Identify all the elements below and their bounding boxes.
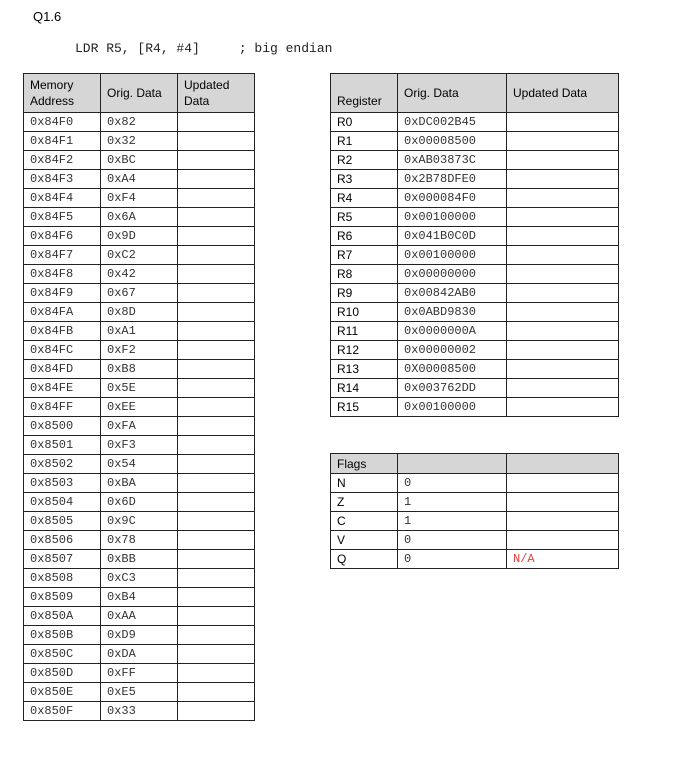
memory-row [24,683,255,702]
flag-row [331,512,619,531]
register-orig-cell: 0x0000000A [398,322,507,341]
register-row [331,132,619,151]
header-flags-blank-1 [398,454,507,474]
register-row [331,303,619,322]
register-name-cell: R4 [331,189,398,208]
question-label: Q1.6 [33,9,62,24]
register-name-cell: R5 [331,208,398,227]
register-row [331,113,619,132]
register-orig-cell: 0x041B0C0D [398,227,507,246]
register-row [331,265,619,284]
memory-updated-cell[interactable] [178,170,255,189]
memory-address-cell: 0x8509 [24,588,101,607]
register-name-cell: R7 [331,246,398,265]
memory-address-cell: 0x84F0 [24,113,101,132]
memory-orig-cell: 0xF3 [101,436,178,455]
memory-row [24,512,255,531]
memory-updated-cell[interactable] [178,398,255,417]
memory-updated-cell[interactable] [178,417,255,436]
memory-updated-cell[interactable] [178,607,255,626]
memory-row [24,132,255,151]
memory-orig-cell: 0xBA [101,474,178,493]
flag-updated-cell[interactable]: N/A [507,550,619,569]
memory-row [24,550,255,569]
memory-updated-cell[interactable] [178,265,255,284]
memory-updated-cell[interactable] [178,664,255,683]
flags-table-body [331,474,619,569]
memory-address-cell: 0x850B [24,626,101,645]
register-updated-cell[interactable] [507,398,619,417]
register-name-cell: R0 [331,113,398,132]
memory-address-cell: 0x850C [24,645,101,664]
memory-orig-cell: 0xBC [101,151,178,170]
memory-orig-cell: 0xE5 [101,683,178,702]
register-updated-cell[interactable] [507,227,619,246]
memory-updated-cell[interactable] [178,246,255,265]
register-updated-cell[interactable] [507,265,619,284]
memory-orig-cell: 0x78 [101,531,178,550]
memory-updated-cell[interactable] [178,322,255,341]
memory-row [24,265,255,284]
memory-updated-cell[interactable] [178,588,255,607]
header-flags: Flags [331,454,398,474]
memory-address-cell: 0x84FC [24,341,101,360]
header-register: Register [331,74,398,113]
register-header-row [331,74,619,113]
memory-row [24,284,255,303]
memory-address-cell: 0x8506 [24,531,101,550]
memory-updated-cell[interactable] [178,455,255,474]
memory-row [24,436,255,455]
memory-updated-cell[interactable] [178,550,255,569]
header-updated-data: Updated Data [178,74,255,113]
memory-orig-cell: 0xEE [101,398,178,417]
register-name-cell: R9 [331,284,398,303]
flag-orig-cell: 0 [398,531,507,550]
memory-address-cell: 0x8504 [24,493,101,512]
memory-updated-cell[interactable] [178,626,255,645]
memory-orig-cell: 0xD9 [101,626,178,645]
memory-updated-cell[interactable] [178,151,255,170]
register-orig-cell: 0x0ABD9830 [398,303,507,322]
memory-updated-cell[interactable] [178,645,255,664]
register-orig-cell: 0x00100000 [398,208,507,227]
memory-address-cell: 0x8501 [24,436,101,455]
memory-orig-cell: 0x9D [101,227,178,246]
memory-row [24,303,255,322]
memory-updated-cell[interactable] [178,379,255,398]
memory-row [24,398,255,417]
memory-updated-cell[interactable] [178,569,255,588]
memory-row [24,455,255,474]
memory-updated-cell[interactable] [178,208,255,227]
memory-address-cell: 0x84F7 [24,246,101,265]
flag-orig-cell: 1 [398,512,507,531]
memory-orig-cell: 0x5E [101,379,178,398]
memory-orig-cell: 0xFF [101,664,178,683]
memory-address-cell: 0x84F9 [24,284,101,303]
memory-updated-cell[interactable] [178,227,255,246]
register-updated-cell[interactable] [507,208,619,227]
memory-updated-cell[interactable] [178,303,255,322]
memory-row [24,322,255,341]
memory-updated-cell[interactable] [178,683,255,702]
header-memory-address: Memory Address [24,74,101,113]
register-row [331,341,619,360]
memory-orig-cell: 0xB8 [101,360,178,379]
register-orig-cell: 0xAB03873C [398,151,507,170]
memory-orig-cell: 0xF4 [101,189,178,208]
memory-table-body [24,113,255,721]
flag-name-cell: C [331,512,398,531]
memory-updated-cell[interactable] [178,436,255,455]
register-row [331,360,619,379]
memory-row [24,702,255,721]
register-name-cell: R1 [331,132,398,151]
memory-orig-cell: 0x9C [101,512,178,531]
register-orig-cell: 0x00008500 [398,132,507,151]
memory-updated-cell[interactable] [178,474,255,493]
register-row [331,284,619,303]
register-updated-cell[interactable] [507,379,619,398]
memory-orig-cell: 0xBB [101,550,178,569]
memory-address-cell: 0x84F5 [24,208,101,227]
memory-row [24,170,255,189]
memory-row [24,626,255,645]
memory-row [24,664,255,683]
memory-row [24,645,255,664]
memory-orig-cell: 0xB4 [101,588,178,607]
memory-address-cell: 0x850D [24,664,101,683]
register-table [330,73,619,417]
memory-row [24,113,255,132]
header-flags-blank-2 [507,454,619,474]
memory-row [24,341,255,360]
register-orig-cell: 0xDC002B45 [398,113,507,132]
memory-updated-cell[interactable] [178,113,255,132]
memory-orig-cell: 0x82 [101,113,178,132]
register-row [331,227,619,246]
register-orig-cell: 0x00000000 [398,265,507,284]
memory-address-cell: 0x84F1 [24,132,101,151]
register-updated-cell[interactable] [507,284,619,303]
memory-row [24,588,255,607]
flag-name-cell: N [331,474,398,493]
register-orig-cell: 0x00100000 [398,246,507,265]
memory-updated-cell[interactable] [178,284,255,303]
memory-address-cell: 0x84FA [24,303,101,322]
memory-orig-cell: 0xAA [101,607,178,626]
memory-row [24,474,255,493]
flag-updated-cell[interactable] [507,512,619,531]
flag-updated-cell[interactable] [507,531,619,550]
memory-row [24,607,255,626]
register-name-cell: R13 [331,360,398,379]
flags-table [330,453,619,569]
header-orig-data: Orig. Data [101,74,178,113]
register-orig-cell: 0x003762DD [398,379,507,398]
register-row [331,322,619,341]
memory-orig-cell: 0x8D [101,303,178,322]
register-updated-cell[interactable] [507,151,619,170]
flag-name-cell: V [331,531,398,550]
memory-orig-cell: 0x67 [101,284,178,303]
register-updated-cell[interactable] [507,341,619,360]
register-row [331,379,619,398]
memory-updated-cell[interactable] [178,531,255,550]
memory-orig-cell: 0xA1 [101,322,178,341]
memory-updated-cell[interactable] [178,132,255,151]
memory-orig-cell: 0x42 [101,265,178,284]
memory-address-cell: 0x8505 [24,512,101,531]
memory-address-cell: 0x850E [24,683,101,702]
register-updated-cell[interactable] [507,113,619,132]
register-row [331,208,619,227]
flag-row [331,493,619,512]
memory-address-cell: 0x850A [24,607,101,626]
memory-orig-cell: 0xFA [101,417,178,436]
memory-orig-cell: 0x33 [101,702,178,721]
memory-orig-cell: 0x6D [101,493,178,512]
flag-name-cell: Z [331,493,398,512]
memory-address-cell: 0x84FF [24,398,101,417]
memory-orig-cell: 0xA4 [101,170,178,189]
register-orig-cell: 0x2B78DFE0 [398,170,507,189]
memory-row [24,569,255,588]
memory-row [24,417,255,436]
memory-address-cell: 0x84F4 [24,189,101,208]
register-updated-cell[interactable] [507,132,619,151]
register-row [331,170,619,189]
memory-address-cell: 0x8503 [24,474,101,493]
flag-row [331,550,619,569]
register-name-cell: R11 [331,322,398,341]
memory-updated-cell[interactable] [178,493,255,512]
header-reg-orig-data: Orig. Data [398,74,507,113]
register-orig-cell: 0x00842AB0 [398,284,507,303]
memory-address-cell: 0x84F3 [24,170,101,189]
memory-orig-cell: 0x6A [101,208,178,227]
memory-orig-cell: 0x32 [101,132,178,151]
memory-address-cell: 0x84F8 [24,265,101,284]
flags-header-row [331,454,619,474]
memory-address-cell: 0x84FB [24,322,101,341]
memory-row [24,227,255,246]
memory-updated-cell[interactable] [178,341,255,360]
memory-orig-cell: 0xC2 [101,246,178,265]
memory-updated-cell[interactable] [178,189,255,208]
memory-row [24,493,255,512]
register-updated-cell[interactable] [507,360,619,379]
flag-row [331,474,619,493]
flag-updated-cell[interactable] [507,493,619,512]
flag-orig-cell: 1 [398,493,507,512]
memory-address-cell: 0x84FD [24,360,101,379]
register-name-cell: R14 [331,379,398,398]
memory-updated-cell[interactable] [178,512,255,531]
register-orig-cell: 0x00000002 [398,341,507,360]
register-orig-cell: 0x00100000 [398,398,507,417]
register-row [331,151,619,170]
memory-address-cell: 0x8507 [24,550,101,569]
memory-address-cell: 0x84F2 [24,151,101,170]
flag-row [331,531,619,550]
register-updated-cell[interactable] [507,303,619,322]
memory-address-cell: 0x8508 [24,569,101,588]
memory-orig-cell: 0xF2 [101,341,178,360]
memory-row [24,151,255,170]
memory-row [24,360,255,379]
register-name-cell: R10 [331,303,398,322]
memory-address-cell: 0x850F [24,702,101,721]
instruction-text: LDR R5, [R4, #4] ; big endian [75,41,333,56]
register-row [331,398,619,417]
register-name-cell: R2 [331,151,398,170]
register-name-cell: R8 [331,265,398,284]
memory-row [24,531,255,550]
flag-name-cell: Q [331,550,398,569]
flag-updated-cell[interactable] [507,474,619,493]
memory-orig-cell: 0xC3 [101,569,178,588]
register-table-body [331,113,619,417]
memory-address-cell: 0x8500 [24,417,101,436]
register-orig-cell: 0X00008500 [398,360,507,379]
header-reg-updated-data: Updated Data [507,74,619,113]
memory-address-cell: 0x8502 [24,455,101,474]
register-row [331,246,619,265]
memory-updated-cell[interactable] [178,702,255,721]
memory-header-row [24,74,255,113]
memory-address-cell: 0x84F6 [24,227,101,246]
register-updated-cell[interactable] [507,170,619,189]
memory-row [24,246,255,265]
register-name-cell: R3 [331,170,398,189]
register-row [331,189,619,208]
memory-row [24,208,255,227]
memory-orig-cell: 0xDA [101,645,178,664]
memory-orig-cell: 0x54 [101,455,178,474]
flag-orig-cell: 0 [398,550,507,569]
memory-updated-cell[interactable] [178,360,255,379]
register-name-cell: R6 [331,227,398,246]
register-name-cell: R12 [331,341,398,360]
register-orig-cell: 0x000084F0 [398,189,507,208]
register-updated-cell[interactable] [507,246,619,265]
memory-address-cell: 0x84FE [24,379,101,398]
register-updated-cell[interactable] [507,189,619,208]
memory-row [24,189,255,208]
memory-table [23,73,255,721]
register-name-cell: R15 [331,398,398,417]
flag-orig-cell: 0 [398,474,507,493]
memory-row [24,379,255,398]
register-updated-cell[interactable] [507,322,619,341]
